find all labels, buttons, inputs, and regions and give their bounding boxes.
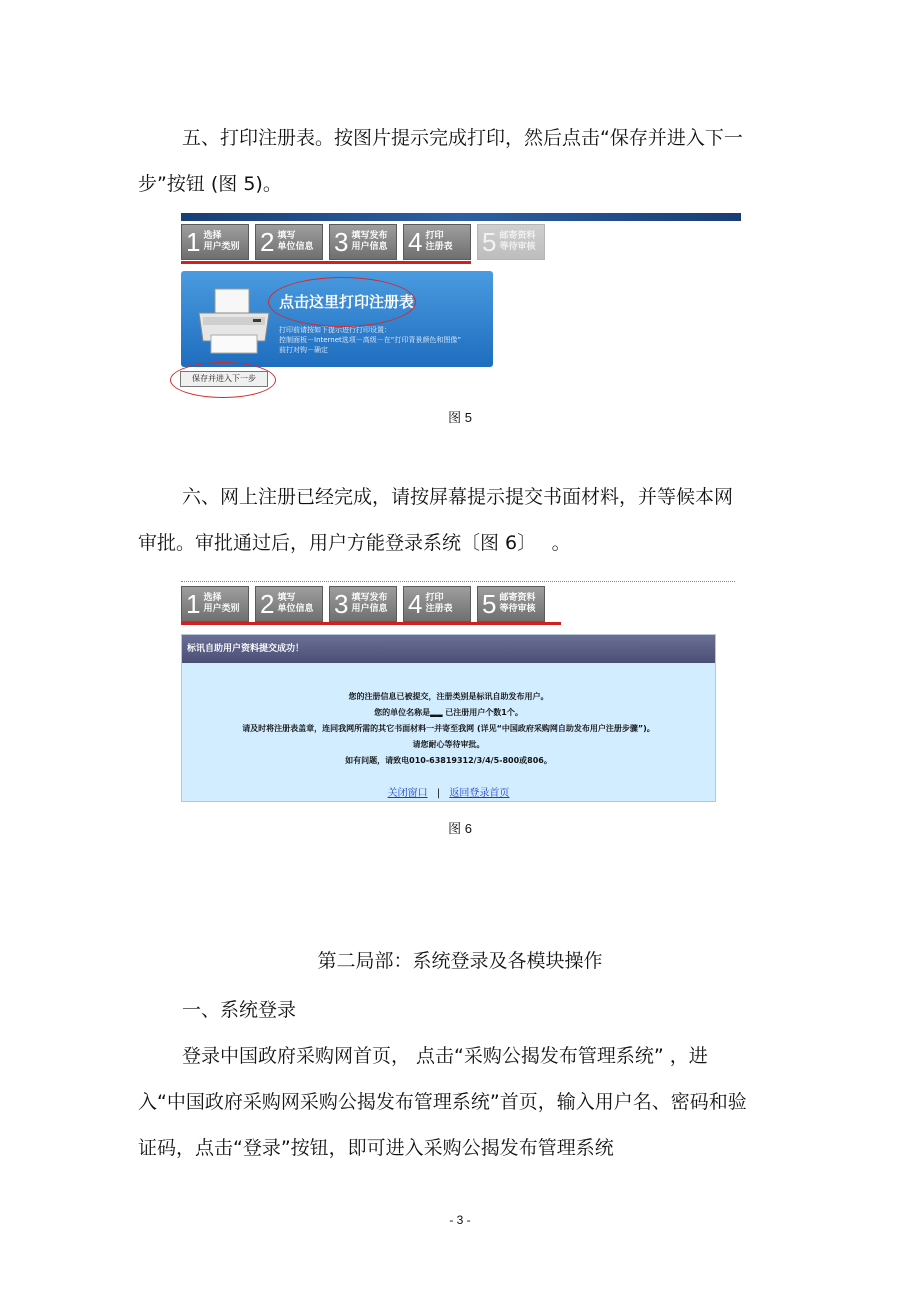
step-label: 填写 单位信息 (277, 231, 314, 252)
page-number: - 3 - (449, 1213, 471, 1227)
step-label: 填写发布 用户信息 (351, 593, 388, 614)
fig5-progress-underline (181, 261, 471, 264)
step-number: 1 (186, 227, 201, 257)
step-number: 2 (260, 589, 275, 619)
step-label: 邮寄资料 等待审核 (499, 231, 536, 252)
section6-paragraph: 六、网上注册已经完成，请按屏幕提示提交书面材料，并等候本网审批。审批通过后，用户方能登录系统〔图 6〕 。 (138, 486, 734, 554)
fig6-step-4[interactable] (403, 586, 471, 622)
fig5-step-3[interactable] (329, 224, 397, 260)
save-and-next-button[interactable]: 保存并进入下一步 (180, 371, 268, 387)
fig6-step-2[interactable] (255, 586, 323, 622)
part2-subheading: 一、系统登录 (182, 999, 297, 1021)
step-number: 4 (408, 589, 423, 619)
step-number: 2 (260, 227, 275, 257)
message-line: 请您耐心等待审批。 (412, 740, 485, 749)
part2-heading: 第二局部：系统登录及各模块操作 (317, 950, 603, 972)
step-number: 5 (482, 589, 497, 619)
step-number: 3 (334, 227, 349, 257)
message-line: 您的注册信息已被提交，注册类别是标讯自助发布用户。 (348, 692, 549, 701)
submission-success-panel (181, 634, 716, 802)
fig5-step-1[interactable] (181, 224, 249, 260)
back-to-login-link[interactable]: 返回登录首页 (449, 788, 510, 799)
highlight-circle-print (268, 277, 416, 327)
success-message (182, 663, 715, 769)
step-number: 1 (186, 589, 201, 619)
print-register-link[interactable]: 点击这里打印注册表 (279, 293, 415, 311)
fig6-step-bar (181, 586, 545, 622)
step-number: 5 (482, 227, 497, 257)
printer-icon (195, 287, 273, 357)
success-header: 标讯自助用户资料提交成功！ (182, 635, 715, 663)
fig5-step-2[interactable] (255, 224, 323, 260)
step-label: 邮寄资料 等待审核 (499, 593, 536, 614)
fig6-step-1[interactable] (181, 586, 249, 622)
fig6-top-rule (181, 581, 735, 582)
message-line: 您的单位名称是▂▂ 已注册用户个数1个。 (374, 708, 523, 717)
fig5-step-4[interactable] (403, 224, 471, 260)
step-number: 3 (334, 589, 349, 619)
message-line: 请及时将注册表盖章，连同我网所需的其它书面材料一并寄至我网 (详见“中国政府采购网自助发布用户注册步骤”)。 (242, 724, 655, 733)
step-label: 选择 用户类别 (203, 231, 240, 252)
fig5-caption: 图 5 (448, 410, 472, 425)
print-settings-hint: 打印前请按如下提示进行打印设置： 控制面板－Internet选项－高级－在“打印背景颜色和图像” 前打对钩－确定 (279, 326, 462, 354)
fig6-step-5[interactable] (477, 586, 545, 622)
message-line: 如有问题，请致电010-63819312/3/4/5-800或806。 (345, 756, 552, 765)
step-label: 填写发布 用户信息 (351, 231, 388, 252)
step-label: 打印 注册表 (425, 593, 453, 614)
close-window-link[interactable]: 关闭窗口 (387, 788, 428, 799)
step-number: 4 (408, 227, 423, 257)
link-separator: | (436, 788, 441, 799)
step-label: 选择 用户类别 (203, 593, 240, 614)
step-label: 填写 单位信息 (277, 593, 314, 614)
fig5-step-bar (181, 224, 545, 260)
part2-body-paragraph: 登录中国政府采购网首页， 点击“采购公揭发布管理系统” ，进入“中国政府采购网采购公揭发布管理系统”首页，输入用户名、密码和验证码，点击“登录”按钮，即可进入采购公揭发布管理系统 (138, 1045, 747, 1159)
fig5-top-banner (181, 213, 741, 221)
result-links (182, 784, 715, 799)
fig6-progress-underline (181, 622, 561, 625)
section5-paragraph: 五、打印注册表。按图片提示完成打印，然后点击“保存并进入下一步”按钮 (图 5)。 (138, 127, 743, 195)
fig6-caption: 图 6 (448, 821, 472, 836)
fig6-step-3[interactable] (329, 586, 397, 622)
fig5-step-5[interactable] (477, 224, 545, 260)
highlight-circle-save (170, 362, 276, 398)
step-label: 打印 注册表 (425, 231, 453, 252)
